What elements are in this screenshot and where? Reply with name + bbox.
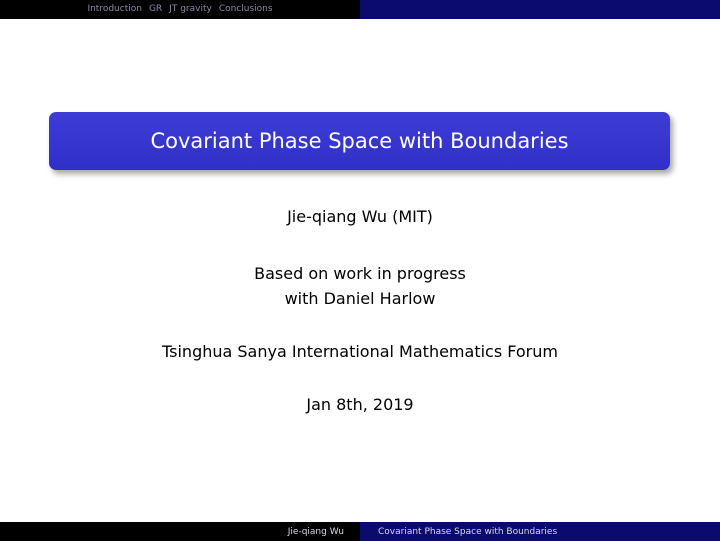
nav-item-jt-gravity[interactable]: JT gravity — [169, 4, 212, 14]
nav-item-gr[interactable]: GR — [148, 4, 163, 14]
author: Jie-qiang Wu (MIT) — [287, 207, 433, 226]
footer — [0, 522, 720, 541]
footer-author-box — [0, 522, 360, 541]
footer-author: Jie-qiang Wu — [287, 526, 344, 537]
footer-title: Covariant Phase Space with Boundaries — [378, 526, 558, 537]
title-block — [49, 112, 670, 170]
based-on-line-2: with Daniel Harlow — [284, 289, 436, 308]
based-on-line-1: Based on work in progress — [254, 264, 466, 283]
section-nav — [0, 0, 360, 19]
nav-item-introduction[interactable]: Introduction — [87, 4, 142, 14]
venue: Tsinghua Sanya International Mathematics Forum — [162, 342, 558, 361]
navigation-bar-right — [360, 0, 720, 19]
footer-title-box — [360, 522, 720, 541]
date: Jan 8th, 2019 — [306, 395, 414, 414]
navigation-bar — [0, 0, 720, 19]
nav-item-conclusions[interactable]: Conclusions — [218, 4, 273, 14]
slide-title: Covariant Phase Space with Boundaries — [150, 129, 569, 153]
